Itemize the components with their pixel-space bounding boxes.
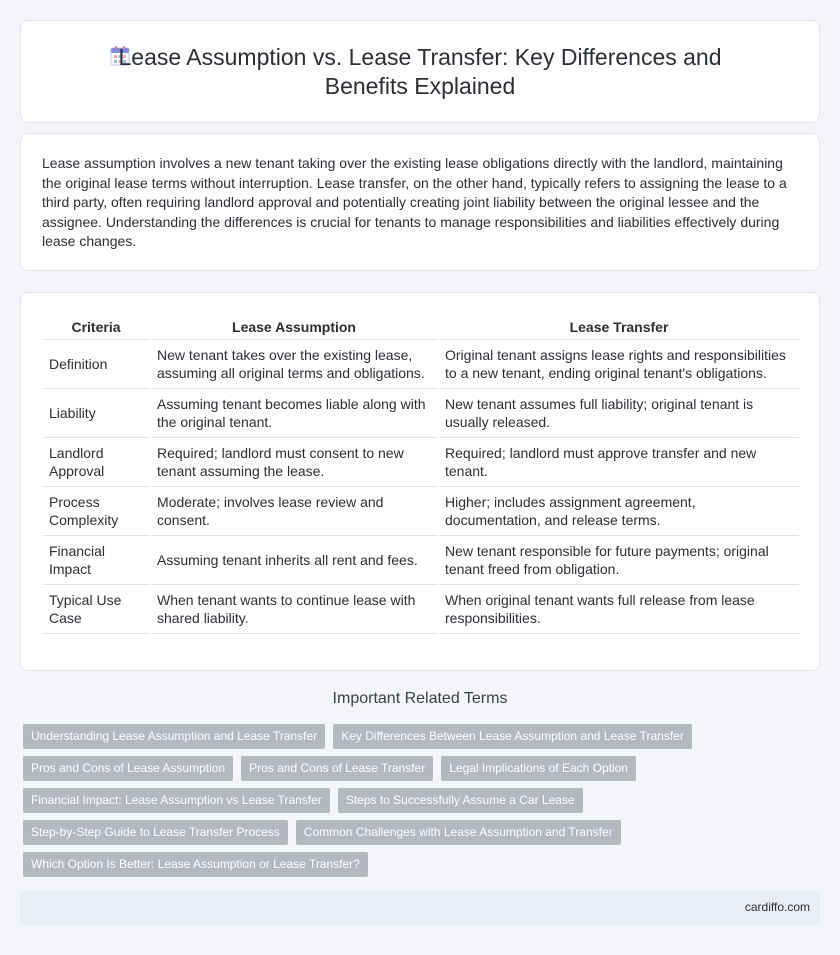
related-term-tag[interactable]: Key Differences Between Lease Assumption and Lease Transfer	[333, 724, 692, 749]
table-row	[43, 340, 799, 389]
lease-transfer-cell: New tenant responsible for future payments; original tenant freed from obligation.	[438, 536, 799, 585]
criteria-cell: Financial Impact	[43, 536, 150, 585]
header-card	[20, 20, 820, 123]
comparison-card	[20, 292, 820, 671]
column-header-lease-transfer: Lease Transfer	[438, 315, 799, 340]
table-header-row	[43, 315, 799, 340]
lease-transfer-cell: Original tenant assigns lease rights and responsibilities to a new tenant, ending original tenant's obligations.	[438, 340, 799, 389]
related-term-tag[interactable]: Legal Implications of Each Option	[441, 756, 636, 781]
related-terms-heading: Important Related Terms	[332, 690, 508, 707]
footer	[20, 891, 820, 925]
comparison-table	[43, 315, 799, 634]
lease-transfer-cell: Higher; includes assignment agreement, documentation, and release terms.	[438, 487, 799, 536]
table-row	[43, 438, 799, 487]
criteria-cell: Process Complexity	[43, 487, 150, 536]
related-term-tag[interactable]: Common Challenges with Lease Assumption and Transfer	[296, 820, 621, 845]
lease-assumption-cell: New tenant takes over the existing lease, assuming all original terms and obligations.	[150, 340, 438, 389]
lease-transfer-cell: Required; landlord must approve transfer and new tenant.	[438, 438, 799, 487]
lease-assumption-cell: Assuming tenant becomes liable along with the original tenant.	[150, 389, 438, 438]
criteria-cell: Definition	[43, 340, 150, 389]
column-header-lease-assumption: Lease Assumption	[150, 315, 438, 340]
lease-assumption-cell: When tenant wants to continue lease with shared liability.	[150, 585, 438, 634]
lease-transfer-cell: When original tenant wants full release from lease responsibilities.	[438, 585, 799, 634]
lease-assumption-cell: Moderate; involves lease review and consent.	[150, 487, 438, 536]
table-row	[43, 536, 799, 585]
related-term-tag[interactable]: Pros and Cons of Lease Transfer	[241, 756, 433, 781]
criteria-cell: Typical Use Case	[43, 585, 150, 634]
column-header-criteria: Criteria	[43, 315, 150, 340]
table-row	[43, 487, 799, 536]
related-term-tag[interactable]: Steps to Successfully Assume a Car Lease	[338, 788, 583, 813]
related-terms-list	[23, 724, 703, 884]
related-term-tag[interactable]: Understanding Lease Assumption and Lease Transfer	[23, 724, 325, 749]
intro-card	[20, 133, 820, 271]
criteria-cell: Landlord Approval	[43, 438, 150, 487]
footer-site-link[interactable]: cardiffo.com	[744, 900, 810, 914]
lease-transfer-cell: New tenant assumes full liability; original tenant is usually released.	[438, 389, 799, 438]
page-title: Lease Assumption vs. Lease Transfer: Key Differences and Benefits Explained	[118, 44, 722, 99]
criteria-cell: Liability	[43, 389, 150, 438]
lease-assumption-cell: Assuming tenant inherits all rent and fees.	[150, 536, 438, 585]
lease-assumption-cell: Required; landlord must consent to new tenant assuming the lease.	[150, 438, 438, 487]
related-term-tag[interactable]: Which Option Is Better: Lease Assumption or Lease Transfer?	[23, 852, 368, 877]
table-row	[43, 389, 799, 438]
intro-paragraph: Lease assumption involves a new tenant taking over the existing lease obligations directly with the landlord, maintaining the original lease terms without interruption. Lease transfer, on the other hand, typically refers to assigning the lease to a third party, often requiring landlord approval and potentially creating joint liability between the original lessee and the assignee. Understanding the differences is crucial for tenants to manage responsibilities and liabilities effectively during lease changes.	[42, 155, 787, 249]
related-term-tag[interactable]: Pros and Cons of Lease Assumption	[23, 756, 233, 781]
table-row	[43, 585, 799, 634]
related-term-tag[interactable]: Step-by-Step Guide to Lease Transfer Process	[23, 820, 288, 845]
related-term-tag[interactable]: Financial Impact: Lease Assumption vs Lease Transfer	[23, 788, 330, 813]
